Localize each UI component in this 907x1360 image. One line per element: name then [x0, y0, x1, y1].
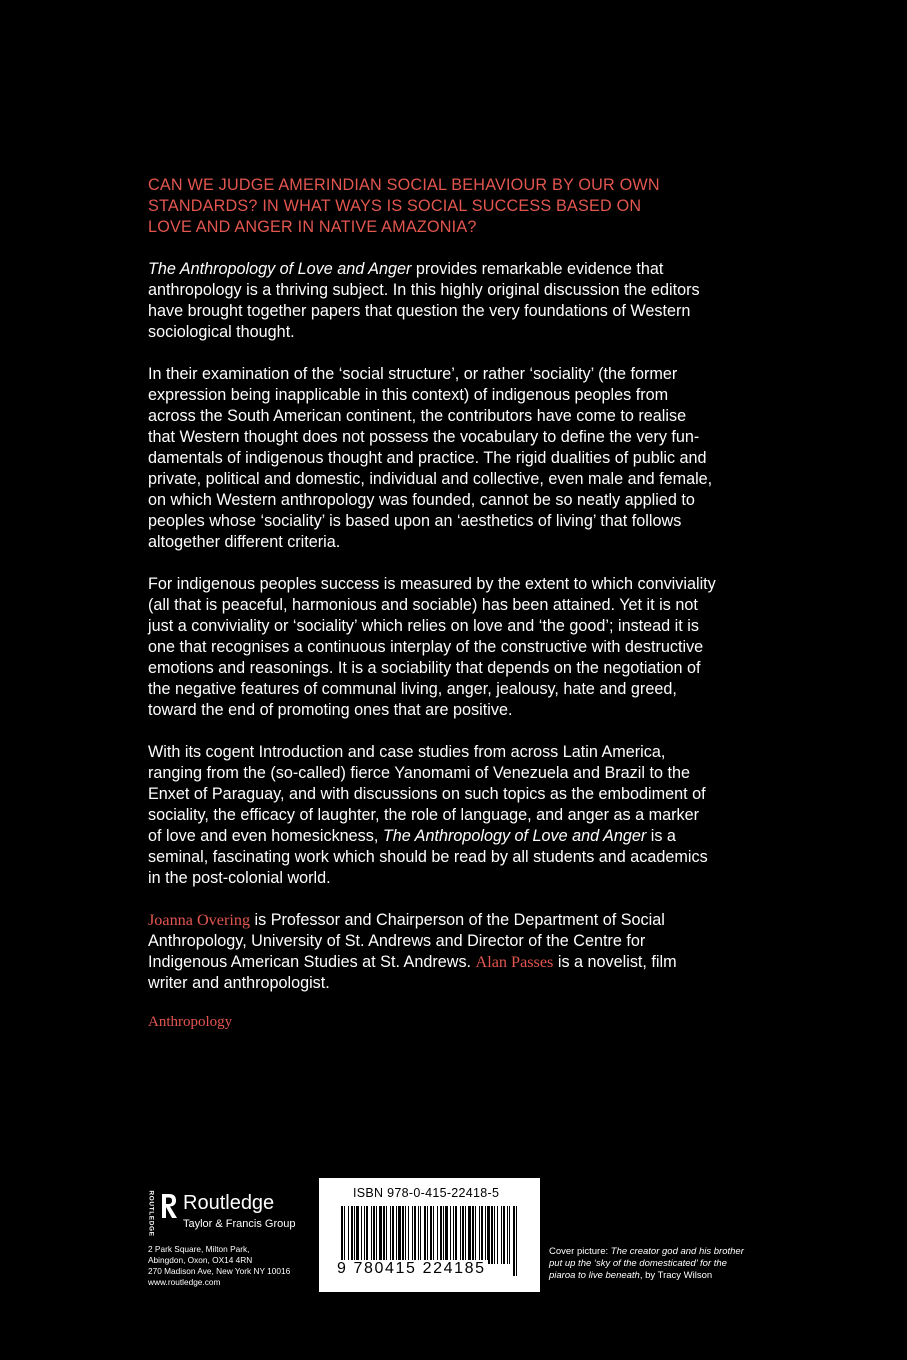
barcode-bar	[348, 1206, 349, 1264]
publisher-logo	[145, 1190, 305, 1236]
barcode-bar	[424, 1206, 426, 1264]
tagline-line: STANDARDS? IN WHAT WAYS IS SOCIAL SUCCESS BASED ON	[148, 197, 642, 215]
cover-credit: Cover picture: The creator god and his brother put up the ‘sky of the domesticated’ for the piaroa to live beneath, by Tracy Wilson	[549, 1246, 744, 1281]
barcode-bar	[501, 1206, 502, 1264]
barcode-bar	[427, 1206, 428, 1264]
barcode-bar	[494, 1206, 495, 1264]
isbn-label: ISBN 978-0-415-22418-5	[353, 1186, 500, 1200]
barcode-bar	[440, 1206, 442, 1264]
barcode-bar	[513, 1206, 515, 1276]
paragraph-editors-bio: Joanna Overing is Professor and Chairperson of the Department of Social Anthropology, University of St. Andrews and Director of the Centre for Indigenous American Studies at St. Andrews. Alan Passes is a novelist, film writer and anthropologist.	[148, 911, 677, 992]
publisher-vertical-text: ROUTLEDGE	[147, 1189, 155, 1237]
publisher-group: Taylor & Francis Group	[183, 1218, 296, 1230]
barcode-bar	[390, 1206, 391, 1264]
barcode-bar	[373, 1206, 375, 1264]
barcode-bar	[396, 1206, 397, 1264]
barcode-bar	[516, 1206, 517, 1276]
barcode-bar	[465, 1206, 466, 1264]
routledge-mark-icon	[159, 1192, 179, 1220]
barcode-bar	[418, 1206, 419, 1264]
barcode-bar	[443, 1206, 444, 1264]
paragraph-conviviality: For indigenous peoples success is measured by the extent to which conviviality (all that is peaceful, harmonious and sociable) has been attained. Yet it is not just a conviviality or ‘sociality’ which relies on love and ‘the good’; instead it is one that recognises a continuous interplay of the constructive with destructive emotions and reasonings. It is a sociability that depends on the negotiation of the negative features of communal living, anger, jealousy, hate and greed, toward the end of promoting ones that are positive.	[148, 575, 716, 719]
barcode-bar	[433, 1206, 434, 1264]
barcode-bar	[481, 1206, 483, 1264]
subject-category: Anthropology	[148, 1014, 233, 1030]
book-title: The Anthropology of Love and Anger	[148, 260, 412, 278]
barcode-bar	[412, 1206, 413, 1264]
barcode-bar	[485, 1206, 486, 1264]
barcode-bar	[386, 1206, 387, 1264]
barcode-bar	[509, 1206, 510, 1264]
paragraph-case-studies: With its cogent Introduction and case studies from across Latin America, ranging from the (so-called) fierce Yanomami of Venezuela and Brazil to the Enxet of Paraguay, and with discussions on such topics as the embodiment of sociality, the efficacy of laughter, the role of language, and anger as a marker of love and even homesickness, The Anthropology of Love and Anger is a seminal, fascinating work which should be read by all students and academics in the post-colonial world.	[148, 743, 708, 887]
barcode-bar	[475, 1206, 476, 1264]
barcode-bar	[507, 1206, 508, 1264]
blurb	[148, 259, 760, 1015]
barcode-bar	[392, 1206, 394, 1264]
editor-name: Joanna Overing	[148, 911, 251, 929]
barcode-bar	[503, 1206, 505, 1264]
barcode-bar	[356, 1206, 359, 1264]
barcode-bar	[361, 1206, 362, 1264]
editor-name: Alan Passes	[475, 953, 554, 971]
barcode-bar	[376, 1206, 377, 1264]
book-title: The Anthropology of Love and Anger	[382, 827, 647, 845]
barcode-bar	[402, 1206, 404, 1264]
tagline	[148, 175, 768, 238]
barcode-bar	[455, 1206, 457, 1264]
publisher-address: 2 Park Square, Milton Park, Abingdon, Oxon, OX14 4RN 270 Madison Ave, New York NY 10016 www.routledge.com	[148, 1244, 291, 1287]
barcode-bar	[366, 1206, 368, 1264]
barcode-bar	[479, 1206, 480, 1264]
barcode-bar	[383, 1206, 385, 1264]
barcode-bar	[462, 1206, 464, 1264]
barcode-bar	[472, 1206, 474, 1264]
barcode-bar	[414, 1206, 416, 1264]
paragraph-sociality: In their examination of the ‘social structure’, or rather ‘sociality’ (the former expression being inapplicable in this context) of indigenous peoples from across the South American continent, the contributors have come to realise that Western thought does not possess the vocabulary to define the very fun- damentals of indigenous thought and practice. The rigid dualities of public and private, political and domestic, individual and collective, even male and female, on which Western anthropology was founded, cannot be so neatly applied to peoples whose ‘sociality’ is based upon an ‘aesthetics of living’ that follows altogether different criteria.	[148, 365, 713, 551]
tagline-line: LOVE AND ANGER IN NATIVE AMAZONIA?	[148, 218, 477, 236]
barcode-bar	[371, 1206, 372, 1264]
tagline-line: CAN WE JUDGE AMERINDIAN SOCIAL BEHAVIOUR BY OUR OWN	[148, 176, 660, 194]
barcode-bar	[405, 1206, 406, 1264]
barcode-bar	[408, 1206, 409, 1264]
barcode-bar	[437, 1206, 438, 1264]
barcode-bar	[354, 1206, 355, 1264]
barcode-bar	[487, 1206, 490, 1264]
barcode-bar	[351, 1206, 353, 1264]
barcode-bar	[445, 1206, 448, 1264]
barcode-bar	[491, 1206, 493, 1264]
barcode-bar	[420, 1206, 421, 1264]
barcode-bar	[453, 1206, 454, 1264]
publisher-name: Routledge	[183, 1192, 275, 1214]
barcode-bar	[468, 1206, 471, 1264]
barcode-bar	[379, 1206, 382, 1264]
barcode-number: 9 780415 224185	[337, 1260, 486, 1277]
paragraph-intro: The Anthropology of Love and Anger provides remarkable evidence that anthropology is a thriving subject. In this highly original discussion the editors have brought together papers that question the very foundations of Western sociological thought.	[148, 260, 700, 341]
isbn-barcode	[319, 1178, 540, 1292]
barcode-bar	[398, 1206, 401, 1264]
barcode-bar	[450, 1206, 451, 1264]
barcode-bar	[497, 1206, 498, 1264]
barcode-bar	[460, 1206, 461, 1264]
barcode-bar	[364, 1206, 365, 1264]
